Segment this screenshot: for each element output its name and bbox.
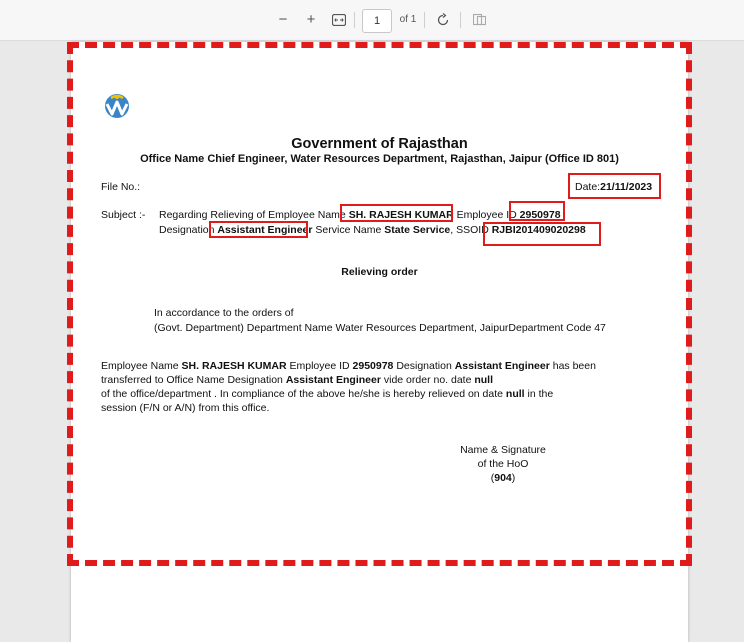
body-employee-name: SH. RAJESH KUMAR xyxy=(181,360,287,372)
body-text: has been xyxy=(552,360,596,372)
service-name: State Service xyxy=(384,224,451,236)
rotate-icon[interactable] xyxy=(432,9,454,31)
date-value: 21/11/2023 xyxy=(600,181,653,193)
body-text: Employee Name xyxy=(101,360,179,372)
accordance-line-1: In accordance to the orders of xyxy=(154,307,294,319)
document-title: Government of Rajasthan xyxy=(291,136,468,152)
employee-id-highlight-box xyxy=(509,201,565,221)
date-label: Date: xyxy=(575,181,601,193)
hoo-code: 904 xyxy=(494,472,512,484)
employee-name: SH. RAJESH KUMAR xyxy=(348,209,454,221)
pdf-toolbar xyxy=(0,0,744,41)
ssoid-highlight-box xyxy=(483,222,601,246)
body-designation: Assistant Engineer xyxy=(454,360,550,372)
body-line-2 xyxy=(101,374,493,386)
page-total-label: of 1 xyxy=(399,14,417,25)
employee-id: 2950978 xyxy=(519,209,561,221)
signature-line-1: Name & Signature xyxy=(460,444,546,456)
signature-line-2: of the HoO xyxy=(477,458,529,470)
subject-text: Service Name xyxy=(315,224,382,236)
signature-text: ) xyxy=(511,472,516,484)
two-page-view-icon[interactable] xyxy=(468,9,490,31)
subject-label: Subject :- xyxy=(101,209,146,221)
office-line: Office Name Chief Engineer, Water Resources Department, Rajasthan, Jaipur (Office ID 801) xyxy=(140,153,619,165)
body-null-value: null xyxy=(474,374,494,386)
body-employee-id: 2950978 xyxy=(352,360,394,372)
accordance-line-2: (Govt. Department) Department Name Water Resources Department, JaipurDepartment Code 47 xyxy=(154,322,606,334)
body-text: in the xyxy=(527,388,554,400)
employee-name-highlight-box xyxy=(340,204,453,222)
body-null-value: null xyxy=(505,388,525,400)
fit-page-icon[interactable] xyxy=(328,9,350,31)
subject-text: Employee ID xyxy=(456,209,517,221)
subject-text: Regarding Relieving of Employee Name xyxy=(159,209,346,221)
zoom-out-button[interactable]: − xyxy=(278,11,288,28)
designation: Assistant Engineer xyxy=(217,224,313,236)
subject-text: Designation xyxy=(159,224,215,236)
document-page xyxy=(71,42,688,642)
rajasthan-logo-icon xyxy=(101,92,133,125)
designation-highlight-box xyxy=(209,221,308,238)
order-heading: Relieving order xyxy=(341,266,418,278)
subject-text: , SSOID xyxy=(450,224,489,236)
file-no-label: File No.: xyxy=(101,181,141,193)
date-highlight-box xyxy=(568,173,661,199)
body-text: Designation xyxy=(396,360,452,372)
body-text: of the office/department . In compliance of the above he/she is hereby relieved on date xyxy=(101,388,503,400)
body-text: vide order no. date xyxy=(383,374,472,386)
page-number-input[interactable]: 1 xyxy=(362,9,392,33)
body-line-1 xyxy=(101,360,596,372)
signature-code xyxy=(443,472,563,484)
body-line-4: session (F/N or A/N) from this office. xyxy=(101,402,270,414)
body-text: transferred to Office Name Designation xyxy=(101,374,283,386)
signature-text: ( xyxy=(490,472,495,484)
body-text: Employee ID xyxy=(289,360,350,372)
body-line-3 xyxy=(101,388,553,400)
body-designation: Assistant Engineer xyxy=(285,374,381,386)
ssoid: RJBI201409020298 xyxy=(491,224,586,236)
zoom-in-button[interactable]: + xyxy=(306,11,316,28)
